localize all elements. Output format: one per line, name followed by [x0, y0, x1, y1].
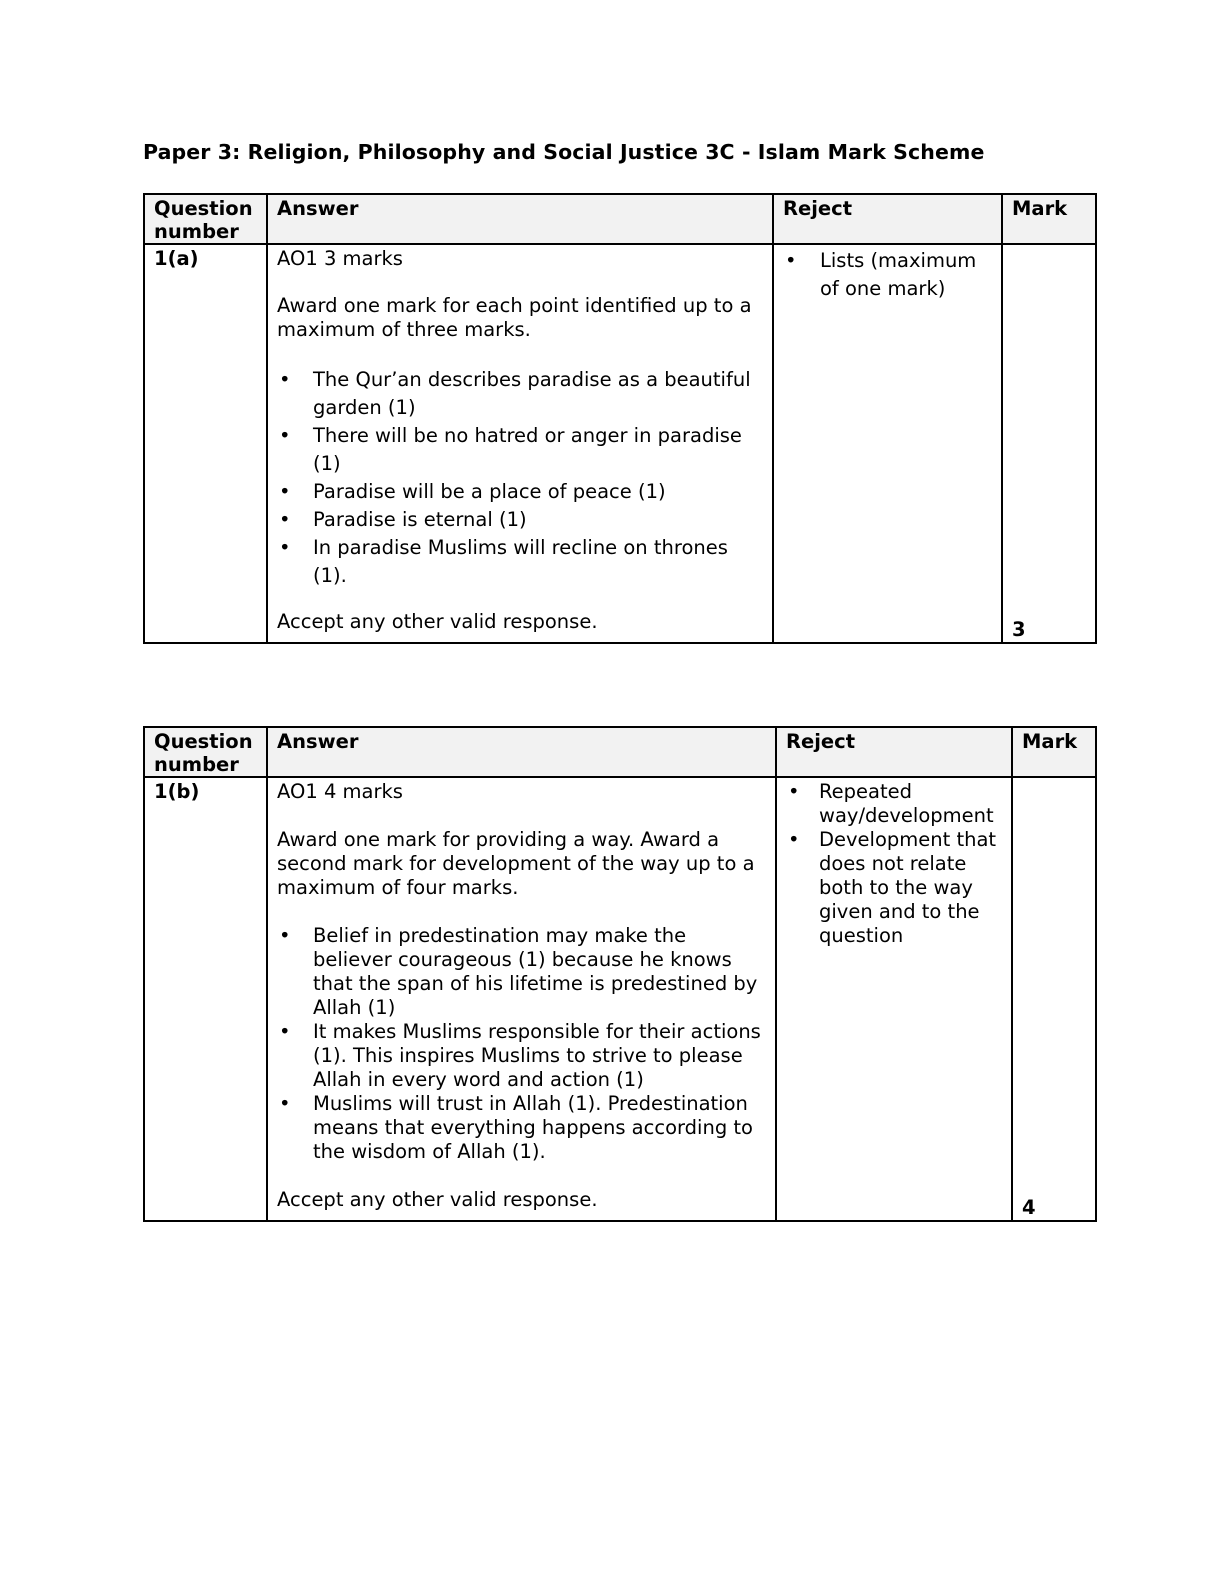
assessment-objective: AO1 3 marks	[277, 247, 403, 270]
accept-note: Accept any other valid response.	[277, 610, 598, 633]
header-reject: Reject	[776, 727, 1012, 777]
table-row	[144, 777, 1096, 1221]
list-item: • Paradise is eternal (1)	[277, 506, 764, 534]
answer-cell	[267, 777, 776, 1221]
header-row	[144, 194, 1096, 244]
list-item: • It makes Muslims responsible for their actions (1). This inspires Muslims to strive to please Allah in every word and action (1)	[277, 1020, 767, 1092]
question-number: 1(a)	[144, 244, 267, 643]
table-row	[144, 244, 1096, 643]
header-answer: Answer	[267, 727, 776, 777]
mark-cell	[1002, 244, 1096, 643]
reject-points	[786, 780, 1003, 948]
mark-value: 4	[1022, 1196, 1036, 1219]
list-item: • The Qur’an describes paradise as a beautiful garden (1)	[277, 366, 764, 422]
header-mark: Mark	[1012, 727, 1096, 777]
reject-points	[783, 247, 993, 303]
assessment-objective: AO1 4 marks	[277, 780, 403, 803]
list-item: • Repeated way/development	[786, 780, 1003, 828]
list-item: • Belief in predestination may make the believer courageous (1) because he knows that the span of his lifetime is predestined by Allah (1)	[277, 924, 767, 1020]
award-instruction: Award one mark for each point identified up to a maximum of three marks.	[277, 294, 752, 341]
page-title: Paper 3: Religion, Philosophy and Social Justice 3C - Islam Mark Scheme	[143, 140, 985, 164]
mark-scheme-table-1b	[143, 726, 1097, 1222]
header-reject: Reject	[773, 194, 1002, 244]
list-item: • Development that does not relate both to the way given and to the question	[786, 828, 1003, 948]
header-question: Question number	[144, 194, 267, 244]
list-item: • In paradise Muslims will recline on thrones (1).	[277, 534, 764, 590]
list-item: • Muslims will trust in Allah (1). Predestination means that everything happens according to the wisdom of Allah (1).	[277, 1092, 767, 1164]
header-mark: Mark	[1002, 194, 1096, 244]
mark-scheme-table-1a	[143, 193, 1097, 644]
question-number: 1(b)	[144, 777, 267, 1221]
header-question: Question number	[144, 727, 267, 777]
reject-cell	[776, 777, 1012, 1221]
answer-points	[277, 924, 767, 1164]
list-item: • Lists (maximum of one mark)	[783, 247, 993, 303]
header-answer: Answer	[267, 194, 773, 244]
reject-cell	[773, 244, 1002, 643]
mark-cell	[1012, 777, 1096, 1221]
mark-value: 3	[1012, 618, 1026, 641]
answer-points	[277, 366, 764, 590]
answer-cell	[267, 244, 773, 643]
list-item: • There will be no hatred or anger in paradise (1)	[277, 422, 764, 478]
award-instruction: Award one mark for providing a way. Award a second mark for development of the way up to a maximum of four marks.	[277, 828, 755, 899]
header-row	[144, 727, 1096, 777]
accept-note: Accept any other valid response.	[277, 1188, 598, 1211]
list-item: • Paradise will be a place of peace (1)	[277, 478, 764, 506]
